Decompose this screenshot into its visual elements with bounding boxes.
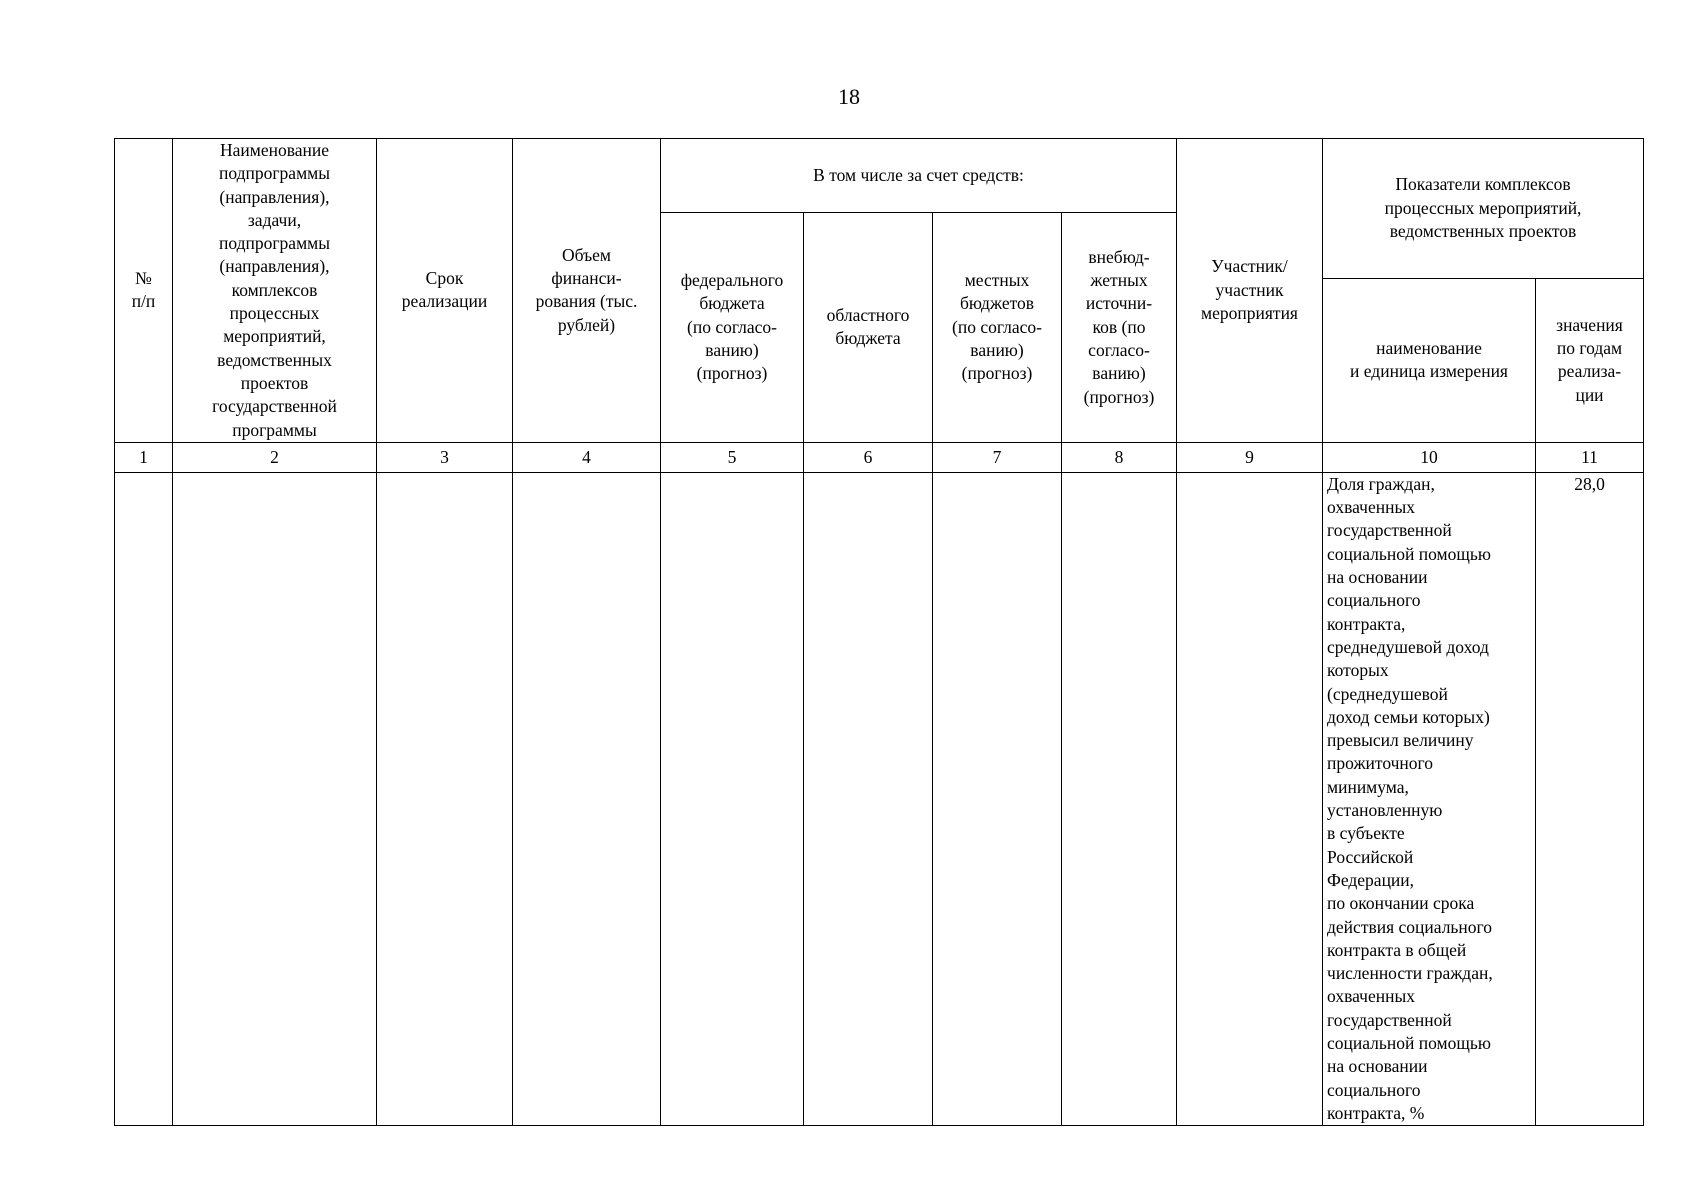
header-name: Наименование подпрограммы (направления), задачи, подпрограммы (направления), комплексов процессных мероприятий, ведомственных проектов государственной программы (173, 139, 377, 443)
cell-volume (513, 472, 661, 1125)
header-regional: областного бюджета (804, 213, 933, 443)
table-row (115, 472, 1644, 1125)
header-indicator-values: значения по годам реализа- ции (1536, 278, 1644, 442)
column-number: 8 (1062, 442, 1177, 472)
column-number: 6 (804, 442, 933, 472)
cell-name (173, 472, 377, 1125)
column-number: 1 (115, 442, 173, 472)
column-number: 10 (1323, 442, 1536, 472)
header-federal: федерального бюджета (по согласо- ванию) (прогноз) (661, 213, 804, 443)
cell-num (115, 472, 173, 1125)
header-indicator-name: наименование и единица измерения (1323, 278, 1536, 442)
column-number: 2 (173, 442, 377, 472)
header-row (115, 139, 1644, 213)
column-number: 9 (1177, 442, 1323, 472)
column-number: 7 (933, 442, 1062, 472)
header-term: Срок реализации (377, 139, 513, 443)
header-volume: Объем финанси- рования (тыс. рублей) (513, 139, 661, 443)
cell-participant (1177, 472, 1323, 1125)
column-number: 3 (377, 442, 513, 472)
column-number: 4 (513, 442, 661, 472)
header-local: местных бюджетов (по согласо- ванию) (прогноз) (933, 213, 1062, 443)
cell-indicator-name: Доля граждан, охваченных государственной социальной помощью на основании социального контракта, среднедушевой доход которых (среднедушевой доход семьи которых) превысил величину прожиточного минимума, установленную в субъекте Российской Федерации, по окончании срока действия социального контракта в общей численности граждан, охваченных государственной социальной помощью на основании социального контракта, % (1323, 472, 1536, 1125)
program-table (114, 138, 1644, 1126)
cell-term (377, 472, 513, 1125)
cell-extra (1062, 472, 1177, 1125)
header-num: № п/п (115, 139, 173, 443)
header-extra: внебюд- жетных источни- ков (по согласо- ванию) (прогноз) (1062, 213, 1177, 443)
cell-indicator-value: 28,0 (1536, 472, 1644, 1125)
header-including: В том числе за счет средств: (661, 139, 1177, 213)
header-participant: Участник/ участник мероприятия (1177, 139, 1323, 443)
cell-regional (804, 472, 933, 1125)
cell-federal (661, 472, 804, 1125)
column-number: 11 (1536, 442, 1644, 472)
column-number: 5 (661, 442, 804, 472)
page-number: 18 (838, 84, 860, 109)
cell-local (933, 472, 1062, 1125)
header-indicators: Показатели комплексов процессных мероприятий, ведомственных проектов (1323, 139, 1644, 279)
column-number-row (115, 442, 1644, 472)
